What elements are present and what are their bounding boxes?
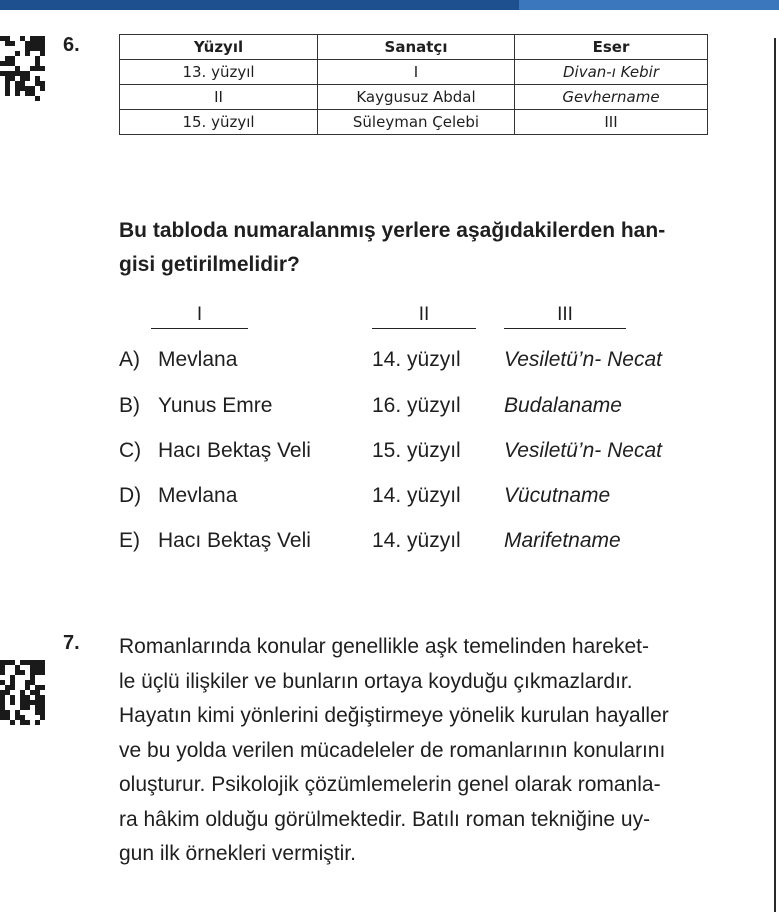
table-header-row <box>120 35 708 60</box>
info-table <box>119 34 708 135</box>
stem-line: Bu tabloda numaralanmış yerlere aşağıdakilerden han- <box>119 219 666 242</box>
option-work: Vesiletü’n- Necat <box>504 348 662 371</box>
option-century: 15. yüzyıl <box>372 439 461 462</box>
option-work: Vesiletü’n- Necat <box>504 439 662 462</box>
passage-line: ra hâkim olduğu görülmektedir. Batılı roman tekniğine uy- <box>119 807 651 831</box>
passage-line: le üçlü ilişkiler ve bunların ortaya koyduğu çıkmazlardır. <box>119 669 633 693</box>
option-century: 14. yüzyıl <box>372 529 461 552</box>
option-work: Budalaname <box>504 394 622 417</box>
option-column-header: III <box>504 304 626 329</box>
table-cell: Kaygusuz Abdal <box>318 85 515 110</box>
table-cell: 15. yüzyıl <box>120 110 318 135</box>
option-column-header: II <box>372 304 476 329</box>
option-century: 14. yüzyıl <box>372 348 461 371</box>
question-number: 6. <box>63 34 80 56</box>
column-divider <box>774 38 776 912</box>
option-letter: E) <box>119 529 140 552</box>
table-cell: Gevhername <box>515 85 708 110</box>
table-header: Eser <box>515 35 708 60</box>
table-header: Yüzyıl <box>120 35 318 60</box>
table-cell: 13. yüzyıl <box>120 60 318 85</box>
page-header-bar <box>0 0 779 10</box>
table-row <box>120 60 708 85</box>
table-row <box>120 110 708 135</box>
table-cell: II <box>120 85 318 110</box>
option-century: 16. yüzyıl <box>372 394 461 417</box>
option-letter: C) <box>119 439 142 462</box>
option-artist: Mevlana <box>158 484 238 507</box>
question-stem <box>119 214 739 282</box>
qr-code-icon <box>0 36 46 102</box>
table-header: Sanatçı <box>318 35 515 60</box>
table-cell: III <box>515 110 708 135</box>
option-artist: Hacı Bektaş Veli <box>158 529 311 552</box>
option-work: Marifetname <box>504 529 621 552</box>
option-artist: Mevlana <box>158 348 238 371</box>
question-number: 7. <box>63 632 80 654</box>
qr-code-icon <box>0 660 46 726</box>
option-column-header: I <box>151 304 248 329</box>
passage-line: oluşturur. Psikolojik çözümlemelerin genel olarak romanla- <box>119 773 661 796</box>
option-letter: A) <box>119 348 140 371</box>
table-cell: Süleyman Çelebi <box>318 110 515 135</box>
option-artist: Hacı Bektaş Veli <box>158 439 311 462</box>
passage-line: ve bu yolda verilen mücadeleler de romanlarının konularını <box>119 738 666 762</box>
option-artist: Yunus Emre <box>158 394 273 417</box>
option-letter: B) <box>119 394 140 417</box>
table-row <box>120 85 708 110</box>
passage-line: Hayatın kimi yönlerini değiştirmeye yönelik kurulan hayaller <box>119 704 669 727</box>
option-century: 14. yüzyıl <box>372 484 461 507</box>
table-cell: I <box>318 60 515 85</box>
option-work: Vücutname <box>504 484 611 507</box>
passage-line: Romanlarında konular genellikle aşk temelinden hareket- <box>119 635 649 658</box>
table-cell: Divan-ı Kebir <box>515 60 708 85</box>
stem-line: gisi getirilmelidir? <box>119 253 300 276</box>
question-passage <box>119 630 741 872</box>
option-letter: D) <box>119 484 142 507</box>
passage-line: gun ilk örnekleri vermiştir. <box>119 842 356 865</box>
